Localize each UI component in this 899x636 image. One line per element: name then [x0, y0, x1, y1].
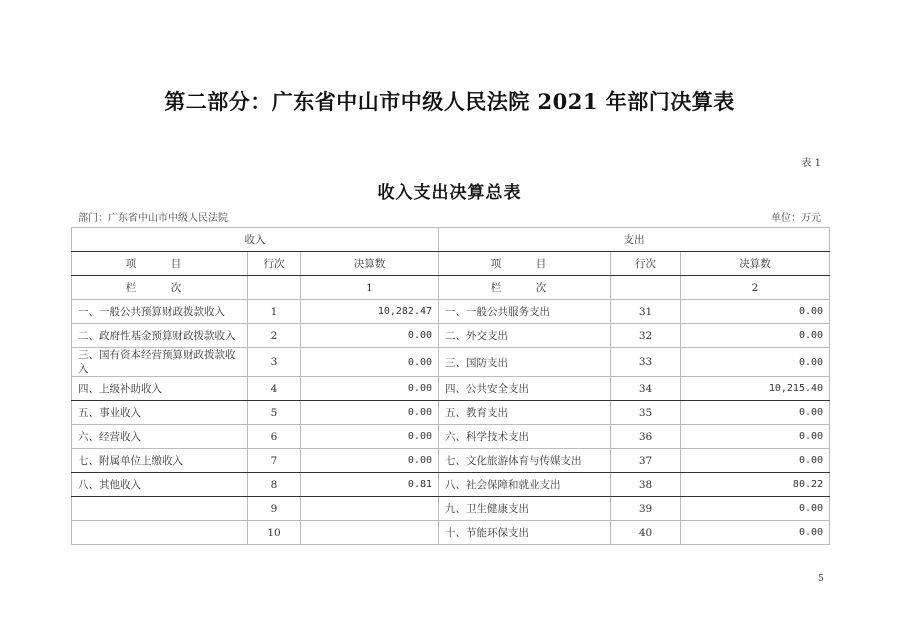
expense-row-no: 35 — [611, 401, 681, 425]
expense-item: 二、外交支出 — [439, 324, 611, 348]
expense-row-no: 31 — [611, 300, 681, 324]
income-row-no: 2 — [248, 324, 301, 348]
expense-column-blank — [611, 276, 681, 300]
income-item: 八、其他收入 — [72, 473, 248, 497]
expense-column-index: 2 — [681, 276, 830, 300]
expense-amount-header: 决算数 — [681, 252, 830, 276]
income-row-no: 5 — [248, 401, 301, 425]
expense-item: 一、一般公共服务支出 — [439, 300, 611, 324]
income-row-no: 3 — [248, 348, 301, 377]
table-row — [72, 521, 830, 545]
table-row — [72, 300, 830, 324]
expense-row-no: 32 — [611, 324, 681, 348]
expense-item: 七、文化旅游体育与传媒支出 — [439, 449, 611, 473]
income-item: 七、附属单位上缴收入 — [72, 449, 248, 473]
table-row — [72, 324, 830, 348]
income-item — [72, 497, 248, 521]
income-expense-table — [71, 227, 830, 545]
table-row — [72, 497, 830, 521]
income-row-no: 4 — [248, 377, 301, 401]
income-item: 六、经营收入 — [72, 425, 248, 449]
income-amount — [301, 521, 439, 545]
expense-amount: 0.00 — [681, 521, 830, 545]
expense-item: 八、社会保障和就业支出 — [439, 473, 611, 497]
income-amount: 0.00 — [301, 449, 439, 473]
table-row — [72, 425, 830, 449]
column-header-row — [72, 252, 830, 276]
income-row-no: 10 — [248, 521, 301, 545]
income-item: 三、国有资本经营预算财政拨款收入 — [72, 348, 248, 377]
income-amount: 0.00 — [301, 401, 439, 425]
income-row-no: 7 — [248, 449, 301, 473]
income-row-no: 1 — [248, 300, 301, 324]
income-amount: 0.00 — [301, 348, 439, 377]
expense-amount: 0.00 — [681, 497, 830, 521]
table-row — [72, 401, 830, 425]
income-item: 二、政府性基金预算财政拨款收入 — [72, 324, 248, 348]
table-row — [72, 348, 830, 377]
expense-item: 九、卫生健康支出 — [439, 497, 611, 521]
income-amount: 0.00 — [301, 377, 439, 401]
expense-row-no-header: 行次 — [611, 252, 681, 276]
income-item: 五、事业收入 — [72, 401, 248, 425]
page-number: 5 — [818, 574, 824, 584]
expense-row-no: 39 — [611, 497, 681, 521]
income-column-index: 1 — [301, 276, 439, 300]
table-row — [72, 473, 830, 497]
expense-amount: 0.00 — [681, 449, 830, 473]
income-column-label: 栏 次 — [72, 276, 248, 300]
income-amount: 0.00 — [301, 425, 439, 449]
expense-amount: 0.00 — [681, 324, 830, 348]
income-amount-header: 决算数 — [301, 252, 439, 276]
expense-amount: 80.22 — [681, 473, 830, 497]
expense-amount: 0.00 — [681, 425, 830, 449]
expense-row-no: 40 — [611, 521, 681, 545]
expense-item: 四、公共安全支出 — [439, 377, 611, 401]
table-row — [72, 449, 830, 473]
table-number: 表 1 — [801, 158, 821, 169]
table-title: 收入支出决算总表 — [377, 183, 522, 203]
expense-amount: 10,215.40 — [681, 377, 830, 401]
column-index-row — [72, 276, 830, 300]
income-amount: 0.81 — [301, 473, 439, 497]
income-row-no: 8 — [248, 473, 301, 497]
expense-row-no: 34 — [611, 377, 681, 401]
income-amount: 10,282.47 — [301, 300, 439, 324]
expense-row-no: 33 — [611, 348, 681, 377]
income-amount — [301, 497, 439, 521]
income-item-header: 项 目 — [72, 252, 248, 276]
income-header: 收入 — [72, 228, 439, 252]
expense-amount: 0.00 — [681, 300, 830, 324]
table-row — [72, 377, 830, 401]
main-title: 第二部分：广东省中山市中级人民法院 2021 年部门决算表 — [164, 89, 735, 114]
expense-column-label: 栏 次 — [439, 276, 611, 300]
income-item: 一、一般公共预算财政拨款收入 — [72, 300, 248, 324]
expense-item: 三、国防支出 — [439, 348, 611, 377]
income-row-no: 9 — [248, 497, 301, 521]
income-column-blank — [248, 276, 301, 300]
section-header-row — [72, 228, 830, 252]
expense-row-no: 37 — [611, 449, 681, 473]
expense-item: 六、科学技术支出 — [439, 425, 611, 449]
income-item — [72, 521, 248, 545]
expense-amount: 0.00 — [681, 401, 830, 425]
unit-label: 单位：万元 — [771, 213, 821, 224]
department-label: 部门：广东省中山市中级人民法院 — [78, 213, 228, 224]
expense-item: 五、教育支出 — [439, 401, 611, 425]
income-row-no: 6 — [248, 425, 301, 449]
expense-row-no: 36 — [611, 425, 681, 449]
expense-item-header: 项 目 — [439, 252, 611, 276]
expense-header: 支出 — [439, 228, 830, 252]
expense-row-no: 38 — [611, 473, 681, 497]
income-amount: 0.00 — [301, 324, 439, 348]
income-row-no-header: 行次 — [248, 252, 301, 276]
expense-item: 十、节能环保支出 — [439, 521, 611, 545]
income-item: 四、上级补助收入 — [72, 377, 248, 401]
expense-amount: 0.00 — [681, 348, 830, 377]
